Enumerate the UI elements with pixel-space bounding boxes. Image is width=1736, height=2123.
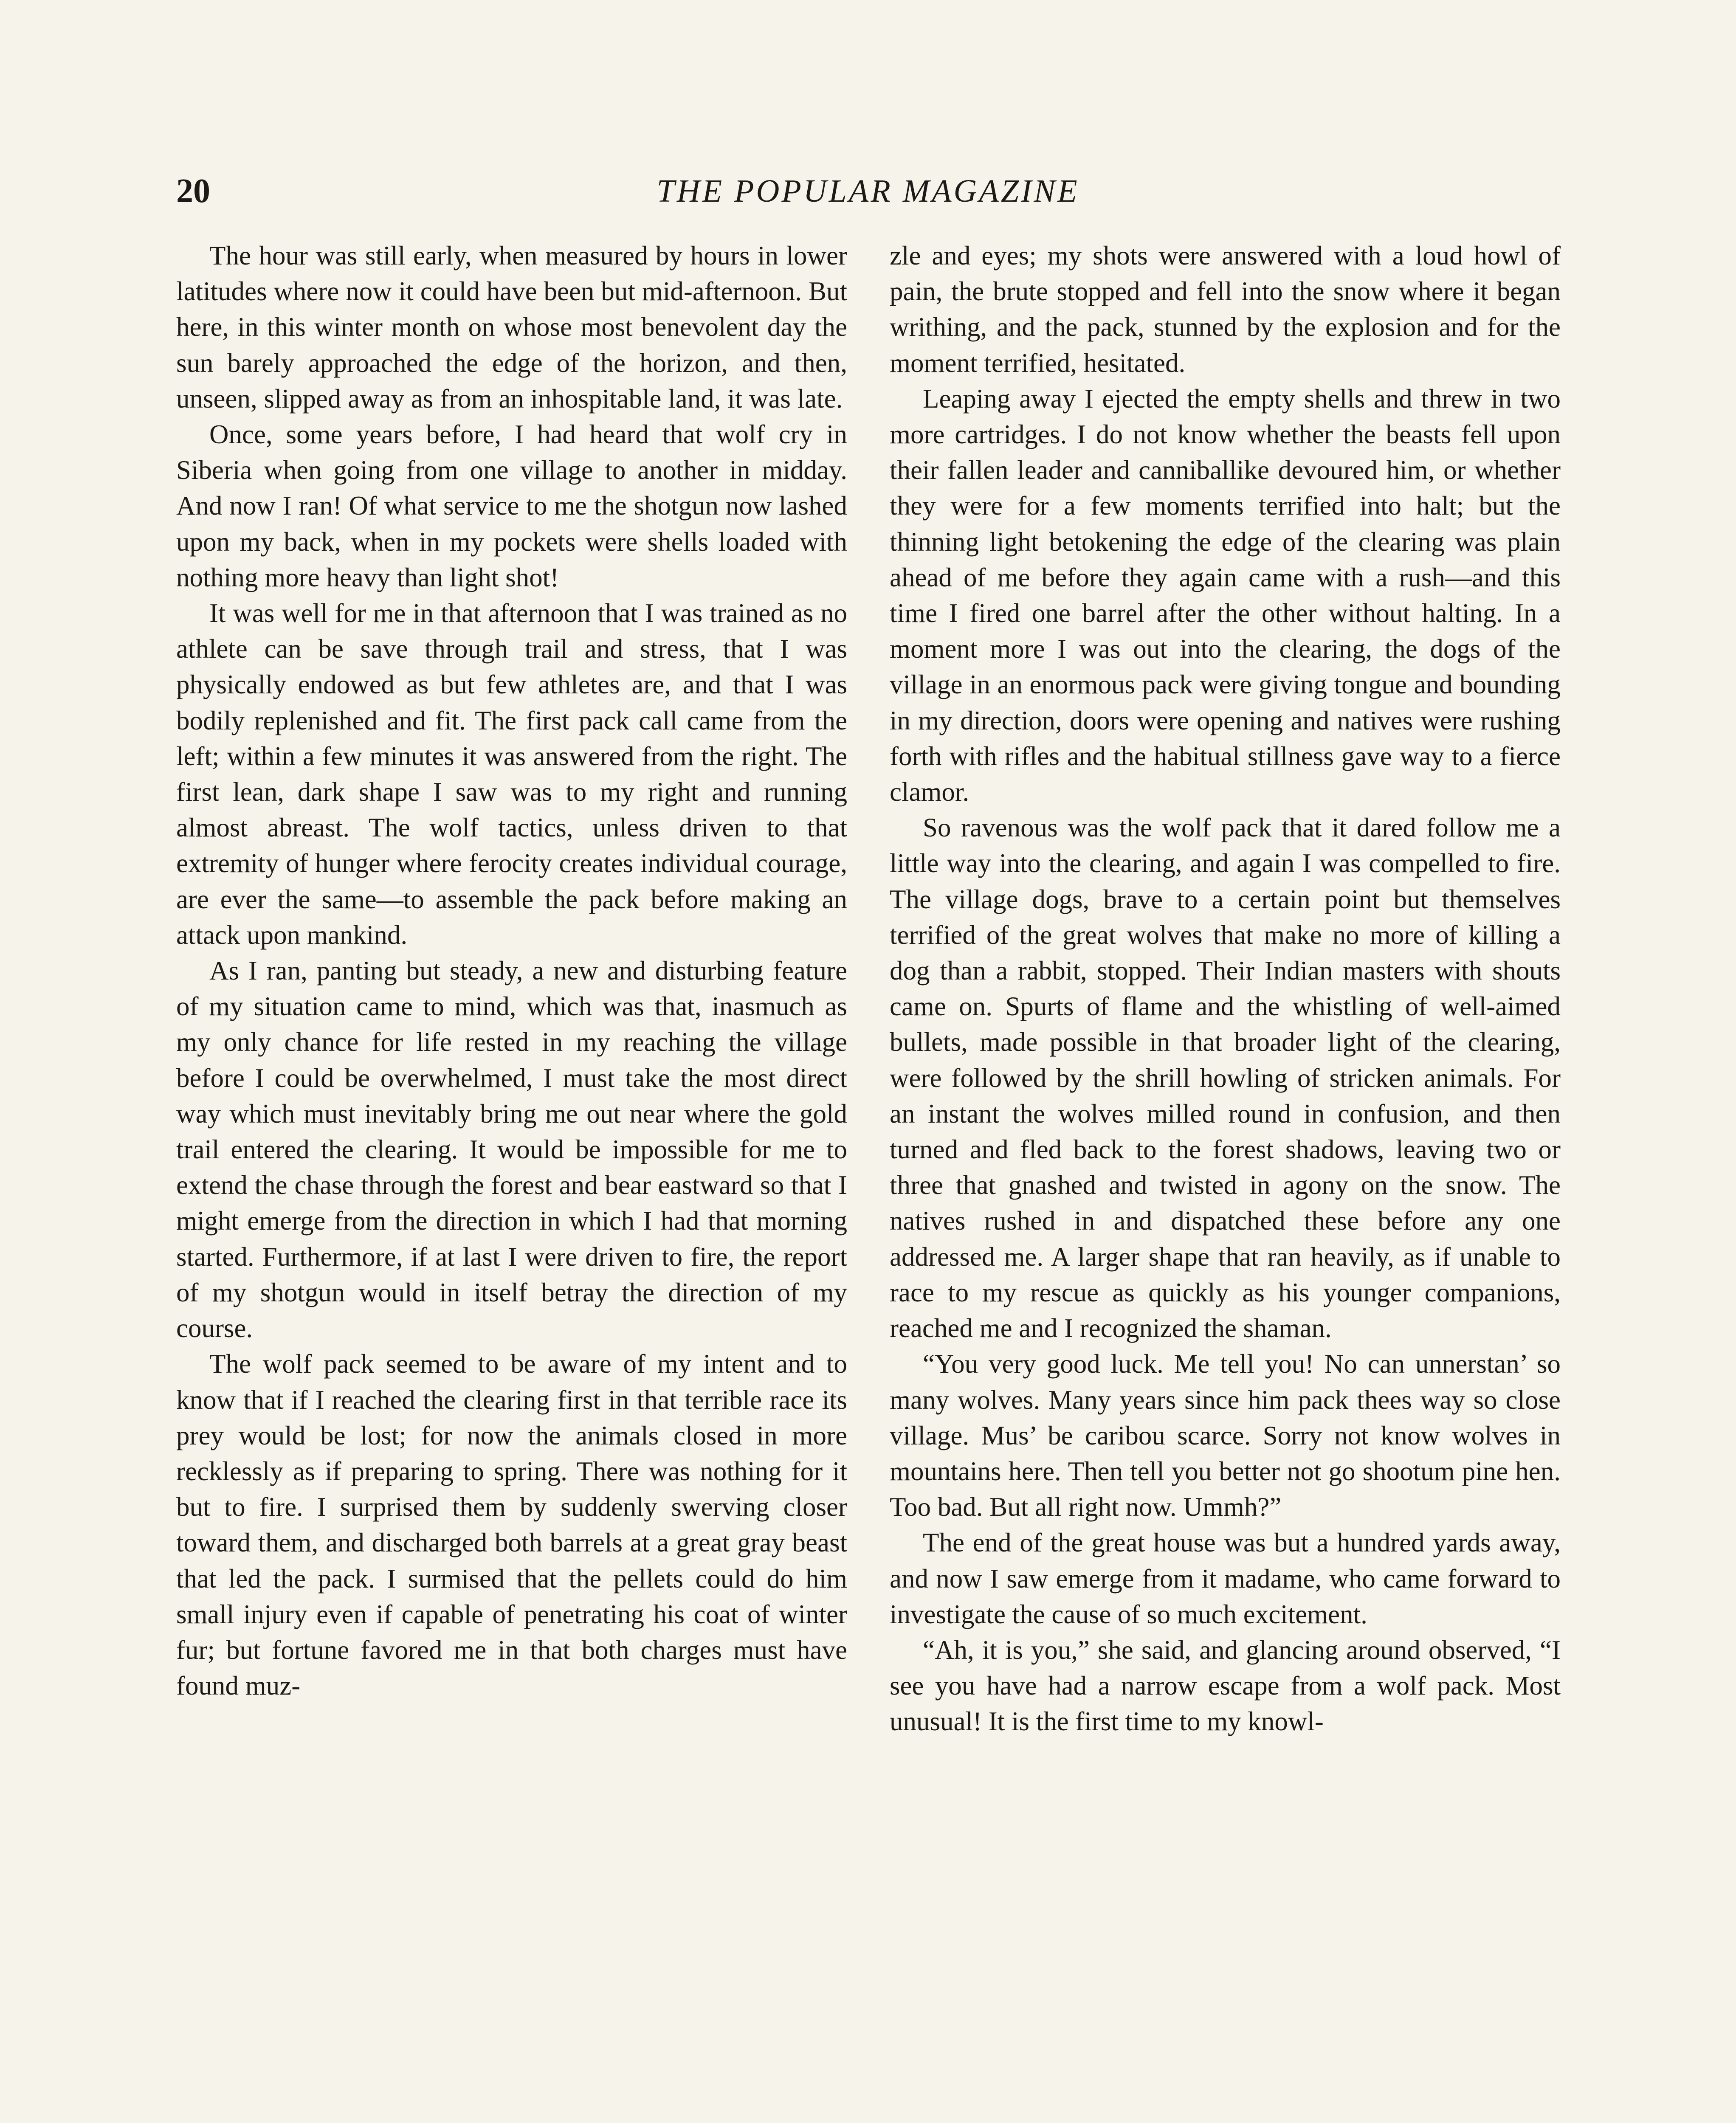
left-column xyxy=(176,238,847,2123)
paragraph: “You very good luck. Me tell you! No can unnerstan’ so many wolves. Many years since him pack thees way so close village. Mus’ be caribou scarce. Sorry not know wolves in mountains here. Then tell you better not go shootum pine hen. Too bad. But all right now. Ummh?” xyxy=(890,1349,1561,1522)
paragraph: Leaping away I ejected the empty shells and threw in two more cartridges. I do not know whether the beasts fell upon their fallen leader and canniballike devoured him, or whether they were for a few moments terrified into halt; but the thinning light betokening the edge of the clearing was plain ahead of me before they again came with a rush—and this time I fired one barrel after the other without halting. In a moment more I was out into the clearing, the dogs of the village in an enormous pack were giving tongue and bounding in my direction, doors were opening and natives were rushing forth with rifles and the habitual stillness gave way to a fierce clamor. xyxy=(890,383,1561,807)
paragraph: The hour was still early, when measured by hours in lower latitudes where now it could have been but mid-afternoon. But here, in this winter month on whose most benevolent day the sun barely approached the edge of the horizon, and then, unseen, slipped away as from an inhospitable land, it was late. xyxy=(176,241,847,414)
paragraph: Once, some years before, I had heard that wolf cry in Siberia when going from one village to another in midday. And now I ran! Of what service to me the shotgun now lashed upon my back, when in my pockets were shells loaded with nothing more heavy than light shot! xyxy=(176,420,847,592)
paragraph: As I ran, panting but steady, a new and disturbing feature of my situation came to mind, which was that, inasmuch as my only chance for life rested in my reaching the village before I could be overwhelmed, I must take the most direct way which must inevitably bring me out near where the gold trail entered the clearing. It would be impossible for me to extend the chase through the forest and bear eastward so that I might emerge from the direction in which I had that morning started. Furthermore, if at last I were driven to fire, the report of my shotgun would in itself betray the direction of my course. xyxy=(176,956,847,1343)
right-column xyxy=(890,238,1561,2123)
page-header xyxy=(176,168,1560,214)
paragraph: “Ah, it is you,” she said, and glancing around observed, “I see you have had a narrow escape from a wolf pack. Most unusual! It is the first time to my knowl- xyxy=(890,1635,1561,1737)
magazine-title: THE POPULAR MAGAZINE xyxy=(657,173,1079,209)
paragraph: So ravenous was the wolf pack that it dared follow me a little way into the clearing, and again I was compelled to fire. The village dogs, brave to a certain point but themselves terrified of the great wolves that make no more of killing a dog than a rabbit, stopped. Their Indian masters with shouts came on. Spurts of flame and the whistling of well-aimed bullets, made possible in that broader light of the clearing, were followed by the shrill howling of stricken animals. For an instant the wolves milled round in confusion, and then turned and fled back to the forest shadows, leaving two or three that gnashed and twisted in agony on the snow. The natives rushed in and dispatched these before any one addressed me. A larger shape that ran heavily, as if unable to race to my rescue as quickly as his younger companions, reached me and I recognized the shaman. xyxy=(890,813,1561,1343)
paragraph: The wolf pack seemed to be aware of my intent and to know that if I reached the clearing first in that terrible race its prey would be lost; for now the animals closed in more recklessly as if preparing to spring. There was nothing for it but to fire. I surprised them by suddenly swerving closer toward them, and discharged both barrels at a great gray beast that led the pack. I surmised that the pellets could do him small injury even if capable of penetrating his coat of winter fur; but fortune favored me in that both charges must have found muz- xyxy=(176,1349,847,1701)
paragraph-continued: zle and eyes; my shots were answered with a loud howl of pain, the brute stopped and fell into the snow where it began writhing, and the pack, stunned by the explosion and for the moment terrified, hesitated. xyxy=(890,241,1561,378)
paragraph: It was well for me in that afternoon that I was trained as no athlete can be save through trail and stress, that I was physically endowed as but few athletes are, and that I was bodily replenished and fit. The first pack call came from the left; within a few minutes it was answered from the right. The first lean, dark shape I saw was to my right and running almost abreast. The wolf tactics, unless driven to that extremity of hunger where ferocity creates individual courage, are ever the same—to assemble the pack before making an attack upon mankind. xyxy=(176,598,847,950)
paragraph: The end of the great house was but a hundred yards away, and now I saw emerge from it madame, who came forward to investigate the cause of so much excitement. xyxy=(890,1528,1561,1629)
page-number: 20 xyxy=(176,172,210,210)
article-body xyxy=(176,238,1561,2123)
